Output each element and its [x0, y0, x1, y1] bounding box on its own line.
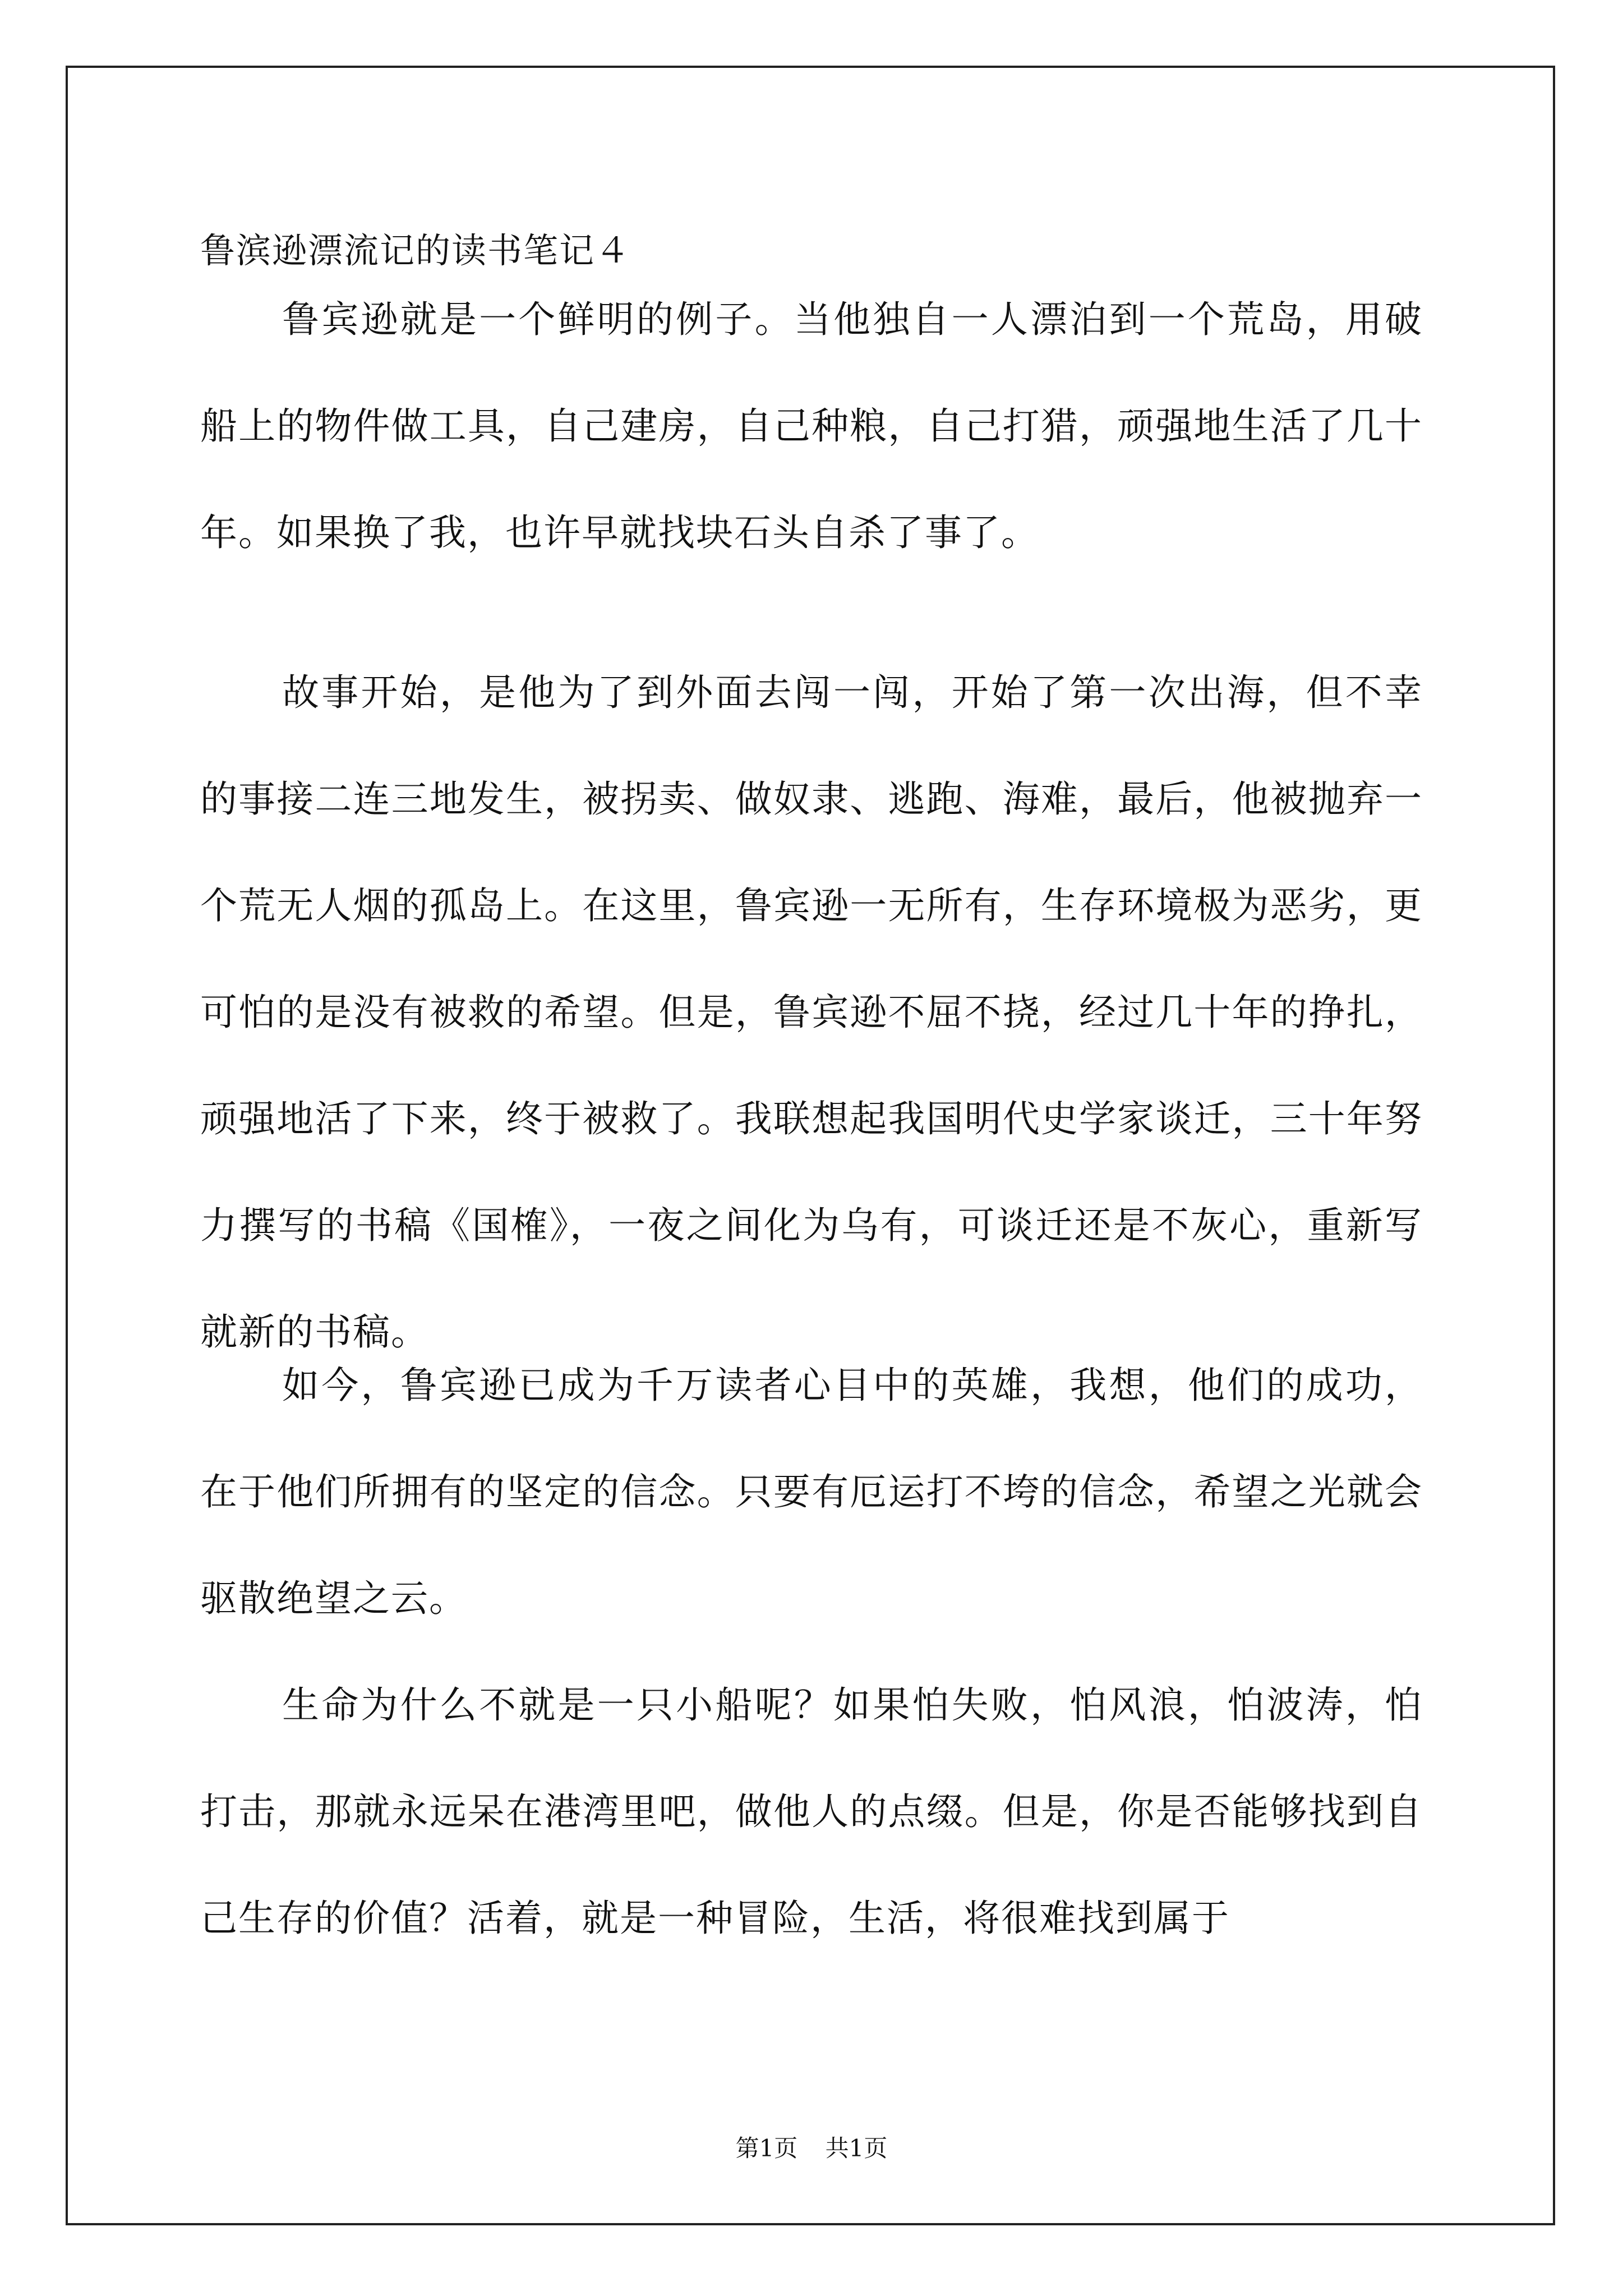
- page-footer: [0, 2132, 1623, 2165]
- document-title: 鲁滨逊漂流记的读书笔记４: [200, 230, 631, 271]
- page-total: 共1页: [825, 2134, 888, 2162]
- paragraph-3: 如今，鲁宾逊已成为千万读者心目中的英雄，我想，他们的成功，在于他们所拥有的坚定的信念。只要有厄运打不垮的信念，希望之光就会驱散绝望之云。: [200, 1364, 1423, 1620]
- paragraph-1: 鲁宾逊就是一个鲜明的例子。当他独自一人漂泊到一个荒岛，用破船上的物件做工具，自己建房，自己种粮，自己打猎，顽强地生活了几十年。如果换了我，也许早就找块石头自杀了事了。: [200, 298, 1423, 554]
- paragraph-4: 生命为什么不就是一只小船呢？如果怕失败，怕风浪，怕波涛，怕打击，那就永远呆在港湾里吧，做他人的点缀。但是，你是否能够找到自己生存的价值？活着，就是一种冒险，生活，将很难找到属于: [200, 1683, 1423, 1940]
- page-number: 第1页: [735, 2134, 798, 2162]
- paragraph-2: 故事开始，是他为了到外面去闯一闯，开始了第一次出海，但不幸的事接二连三地发生，被拐卖、做奴隶、逃跑、海难，最后，他被抛弃一个荒无人烟的孤岛上。在这里，鲁宾逊一无所有，生存环境极为恶劣，更可怕的是没有被救的希望。但是，鲁宾逊不屈不挠，经过几十年的挣扎，顽强地活了下来，终于被救了。我联想起我国明代史学家谈迁，三十年努力撰写的书稿《国榷》，一夜之间化为乌有，可谈迁还是不灰心，重新写就新的书稿。: [200, 671, 1423, 1354]
